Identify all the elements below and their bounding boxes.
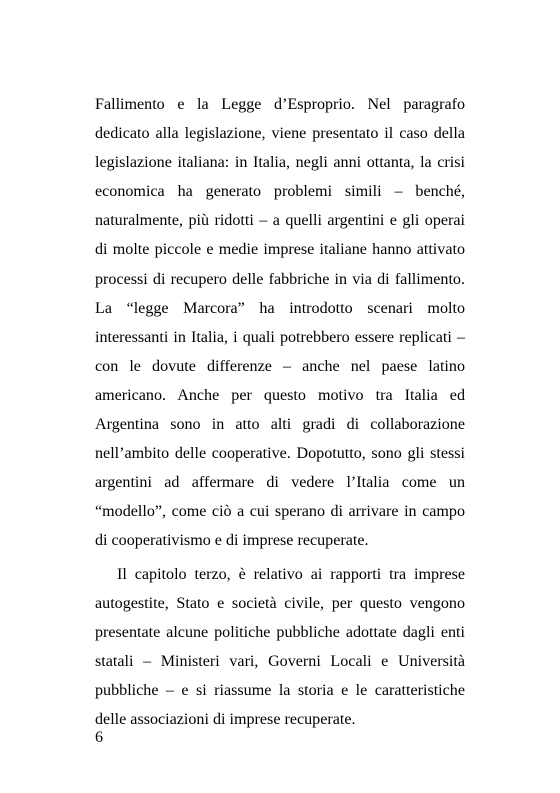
paragraph-chapter-three: Il capitolo terzo, è relativo ai rapporti tra imprese autogestite, Stato e società civile, per questo vengono presentate alcune politiche pubbliche adottate dagli enti statali – Ministeri vari, Governi Locali e Università pubbliche – e si riassume la storia e le caratteristiche delle associazioni di imprese recuperate. bbox=[95, 565, 465, 728]
body-text bbox=[95, 90, 465, 734]
paragraph-continuation: Fallimento e la Legge d’Esproprio. Nel paragrafo dedicato alla legislazione, viene presentato il caso della legislazione italiana: in Italia, negli anni ottanta, la crisi economica ha generato problemi simili – benché, naturalmente, più ridotti – a quelli argentini e gli operai di molte piccole e medie imprese italiane hanno attivato processi di recupero delle fabbriche in via di fallimento. La “legge Marcora” ha introdotto scenari molto interessanti in Italia, i quali potrebbero essere replicati – con le dovute differenze – anche nel paese latino americano. Anche per questo motivo tra Italia ed Argentina sono in atto alti gradi di collaborazione nell’ambito delle cooperative. Dopotutto, sono gli stessi argentini ad affermare di vedere l’Italia come un “modello”, come ciò a cui sperano di arrivare in campo di cooperativismo e di imprese recuperate. bbox=[95, 96, 465, 550]
page-number: 6 bbox=[95, 729, 103, 746]
